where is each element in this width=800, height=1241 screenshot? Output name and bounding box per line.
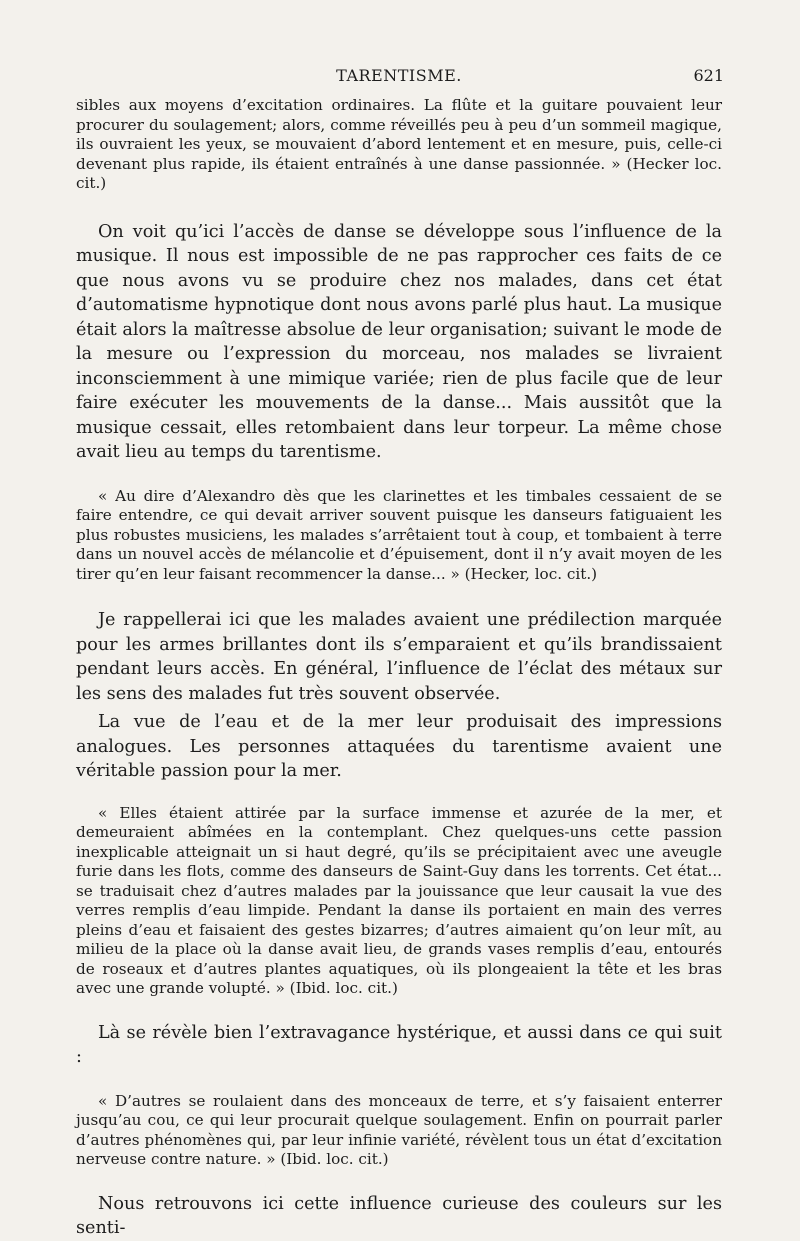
quote-alexandro: « Au dire d’Alexandro dès que les clarinettes et les timbales cessaient de se faire entendre, ce qui devait arriver souvent puisque les danseurs fatiguaient les plus robustes musiciens, les malades s’arrêtaient tout à coup, et tombaient à terre dans un nouvel accès de mélancolie et d’épuisement, dont il n’y avait moyen de les tirer qu’en leur faisant recommencer la danse... » (Hecker, loc. cit.) xyxy=(76,486,722,583)
paragraph-hysterical-extravagance: Là se révèle bien l’extravagance hystérique, et aussi dans ce qui suit : xyxy=(76,1022,722,1067)
paragraph-music-influence: On voit qu’ici l’accès de danse se développe sous l’influence de la musique. Il nous est impossible de ne pas rapprocher ces faits de ce que nous avons vu se produire chez nos malades, dans cet état d’automatisme hypnotique dont nous avons parlé plus haut. La musique était alors la maîtresse absolue de leur organisation; suivant le mode de la mesure ou l’expression du morceau, nos malades se livraient inconsciemment à une mimique variée; rien de plus facile que de leur faire exécuter les mouvements de la danse... Mais aussitôt que la musique cessait, elles retombaient dans leur torpeur. La même chose avait lieu au temps du tarentisme. xyxy=(76,221,722,462)
page-number: 621 xyxy=(693,66,724,85)
paragraph-colors-influence: Nous retrouvons ici cette influence curieuse des couleurs sur les senti- xyxy=(76,1193,722,1238)
quote-sea-attraction: « Elles étaient attirée par la surface immense et azurée de la mer, et demeuraient abîmées en la contemplant. Chez quelques-uns cette passion inexplicable atteignait un si haut degré, qu’ils se précipitaient avec une aveugle furie dans les flots, comme des danseurs de Saint-Guy dans les torrents. Cet état... se traduisait chez d’autres malades par la jouissance que leur causait la vue des verres remplis d’eau limpide. Pendant la danse ils portaient en main des verres pleins d’eau et faisaient des gestes bizarres; d’autres aimaient qu’on leur mît, au milieu de la place où la danse avait lieu, de grands vases remplis d’eau, entourés de roseaux et d’autres plantes aquatiques, où ils plongeaient la tête et les bras avec une grande volupté. » (Ibid. loc. cit.) xyxy=(76,803,722,997)
running-title: TARENTISME. xyxy=(336,66,462,85)
paragraph-brilliant-arms: Je rappellerai ici que les malades avaient une prédilection marquée pour les armes brillantes dont ils s’emparaient et qu’ils brandissaient pendant leurs accès. En général, l’influence de l’éclat des métaux sur les sens des malades fut très souvent observée. xyxy=(76,610,722,704)
page-header xyxy=(76,62,722,96)
paragraph-water-sea: La vue de l’eau et de la mer leur produisait des impressions analogues. Les personnes attaquées du tarentisme avaient une véritable passion pour la mer. xyxy=(76,712,722,781)
quote-continuation: sibles aux moyens d’excitation ordinaires. La flûte et la guitare pouvaient leur procurer du soulagement; alors, comme réveillés peu à peu d’un sommeil magique, ils ouvraient les yeux, se mouvaient d’abord lentement et en mesure, puis, celle-ci devenant plus rapide, ils étaient entraînés à une danse passionnée. » (Hecker loc. cit.) xyxy=(76,96,722,192)
quote-earth-burial: « D’autres se roulaient dans des monceaux de terre, et s’y faisaient enterrer jusqu’au cou, ce qui leur procurait quelque soulagement. Enfin on pourrait parler d’autres phénomènes qui, par leur infinie variété, révèlent tous un état d’excitation nerveuse contre nature. » (Ibid. loc. cit.) xyxy=(76,1091,722,1168)
